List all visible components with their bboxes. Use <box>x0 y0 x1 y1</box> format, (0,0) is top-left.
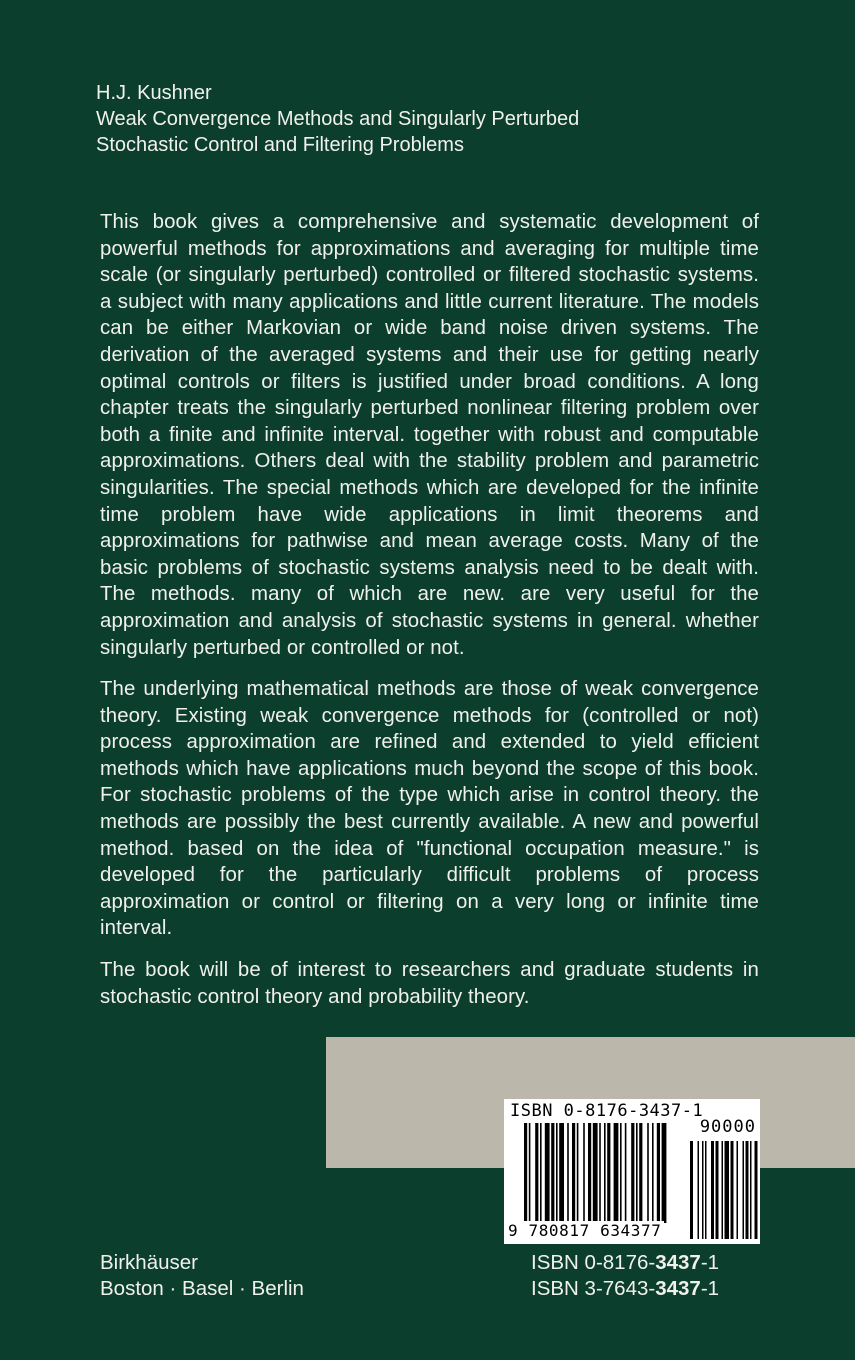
barcode-bar <box>583 1123 585 1223</box>
barcode-bar <box>652 1123 654 1223</box>
book-title-line-2: Stochastic Control and Filtering Problems <box>96 134 464 156</box>
price-bar <box>755 1141 758 1239</box>
barcode-bar <box>639 1123 642 1223</box>
price-bar <box>705 1141 707 1239</box>
barcode-bar <box>631 1123 634 1223</box>
barcode-ean-digits: 9 780817 634377 <box>508 1221 662 1240</box>
isbn-barcode <box>504 1099 760 1244</box>
barcode-bar <box>657 1123 660 1223</box>
barcode-bar <box>607 1123 610 1223</box>
price-bar <box>750 1141 752 1239</box>
book-description <box>100 209 759 1025</box>
publisher-block <box>100 1250 304 1302</box>
barcode-bar <box>588 1123 591 1223</box>
isbn-2-bold: 3437 <box>655 1277 701 1300</box>
barcode-bar <box>625 1123 627 1223</box>
isbn-2-prefix: ISBN 3-7643- <box>531 1277 656 1300</box>
barcode-price-code: 90000 <box>699 1117 756 1137</box>
barcode-bar <box>572 1123 575 1223</box>
description-paragraph-2: The underlying mathematical methods are those of weak convergence theory. Existing weak convergence methods for (controlled or not) process approximation are refined and extended to yield efficient methods which have applications much beyond the scope of this book. For stochastic problems of the type which arise in control theory. the methods are possibly the best currently available. A new and powerful method. based on the idea of "functional occupation measure." is developed for the particularly difficult problems of process approximation or control or filtering on a very long or infinite time interval. <box>100 678 759 940</box>
description-paragraph-1: This book gives a comprehensive and systematic development of powerful methods for approximations and averaging for multiple time scale (or singularly perturbed) controlled or filtered stochastic systems. a subject with many applications and little current literature. The models can be either Markovian or wide band noise driven systems. The derivation of the averaged systems and their use for getting nearly optimal controls or filters is justified under broad conditions. A long chapter treats the singularly perturbed nonlinear filtering problem over both a finite and infinite interval. together with robust and computable approximations. Others deal with the stability problem and parametric singularities. The special methods which are developed for the infinite time problem have wide applications in limit theorems and approximations for pathwise and mean average costs. Many of the basic problems of stochastic systems analysis need to be dealt with. The methods. many of which are new. are very useful for the approximation and analysis of stochastic systems in general. whether singularly perturbed or controlled or not. <box>100 211 759 659</box>
price-bar <box>722 1141 724 1239</box>
barcode-bar <box>559 1123 564 1223</box>
price-bar <box>698 1141 700 1239</box>
isbn-line-1 <box>531 1250 719 1276</box>
barcode-bar <box>545 1123 550 1223</box>
publisher-name: Birkhäuser <box>100 1251 198 1274</box>
isbn-1-prefix: ISBN 0-8176- <box>531 1251 656 1274</box>
barcode-bar <box>556 1123 558 1223</box>
barcode-bar <box>593 1123 598 1223</box>
isbn-line-2 <box>531 1276 719 1302</box>
isbn-1-suffix: -1 <box>700 1251 720 1274</box>
barcode-bar <box>577 1123 579 1223</box>
author-name: H.J. Kushner <box>96 82 212 104</box>
barcode-bar <box>551 1123 554 1223</box>
barcode-bar <box>614 1123 619 1223</box>
description-paragraph-3: The book will be of interest to researchers and graduate students in stochastic control theory and probability theory. <box>100 959 759 1008</box>
price-bar <box>731 1141 734 1239</box>
barcode-bar <box>524 1123 527 1223</box>
barcode-bar <box>662 1123 667 1223</box>
price-bar <box>690 1141 693 1239</box>
price-bar <box>716 1141 719 1239</box>
barcode-bar <box>620 1123 622 1223</box>
barcode-bar <box>540 1123 542 1223</box>
barcode-isbn-label: ISBN 0-8176-3437-1 <box>510 1101 704 1121</box>
barcode-bar <box>604 1123 606 1223</box>
price-bar <box>743 1141 745 1239</box>
isbn-list <box>531 1250 719 1302</box>
isbn-1-bold: 3437 <box>655 1251 701 1274</box>
price-bar <box>737 1141 739 1239</box>
barcode-bar <box>567 1123 569 1223</box>
barcode-bar <box>647 1123 649 1223</box>
barcode-bar <box>636 1123 638 1223</box>
price-bar <box>711 1141 714 1239</box>
book-title-line-1: Weak Convergence Methods and Singularly Perturbed <box>96 108 580 130</box>
isbn-2-suffix: -1 <box>700 1277 720 1300</box>
barcode-bar <box>535 1123 538 1223</box>
publisher-cities: Boston · Basel · Berlin <box>100 1277 304 1300</box>
barcode-bar <box>599 1123 601 1223</box>
price-bar <box>725 1141 730 1239</box>
cover-header <box>96 80 736 158</box>
barcode-bar <box>529 1123 531 1223</box>
price-bar <box>702 1141 704 1239</box>
price-bar <box>746 1141 749 1239</box>
